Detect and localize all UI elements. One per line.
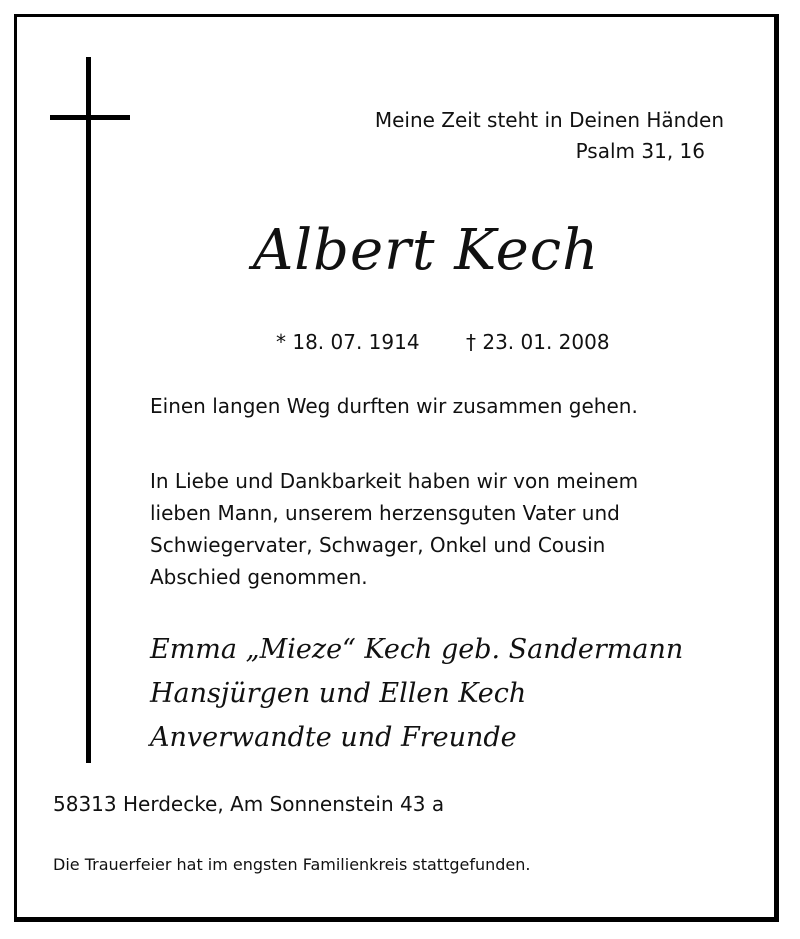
cross-icon xyxy=(86,57,91,763)
deceased-name: Albert Kech xyxy=(252,218,600,283)
farewell-line: Schwiegervater, Schwager, Onkel und Cousin xyxy=(150,533,606,557)
signer-line: Hansjürgen und Ellen Kech xyxy=(150,678,527,709)
cross-icon-bar xyxy=(50,115,130,120)
farewell-line: lieben Mann, unserem herzensguten Vater und xyxy=(150,501,620,525)
signer-line: Emma „Mieze“ Kech geb. Sandermann xyxy=(150,634,684,665)
signers-list xyxy=(150,628,683,760)
ceremony-note: Die Trauerfeier hat im engsten Familienkreis stattgefunden. xyxy=(53,855,531,874)
psalm-reference: Psalm 31, 16 xyxy=(575,139,705,163)
motto-text: Einen langen Weg durften wir zusammen gehen. xyxy=(150,394,638,418)
signer-line: Anverwandte und Freunde xyxy=(150,722,517,753)
birth-date: * 18. 07. 1914 xyxy=(276,330,420,354)
farewell-line: In Liebe und Dankbarkeit haben wir von meinem xyxy=(150,469,639,493)
farewell-text xyxy=(150,465,750,593)
psalm-quote: Meine Zeit steht in Deinen Händen xyxy=(374,108,724,132)
death-date: † 23. 01. 2008 xyxy=(466,330,610,354)
farewell-line: Abschied genommen. xyxy=(150,565,368,589)
address: 58313 Herdecke, Am Sonnenstein 43 a xyxy=(53,792,445,816)
